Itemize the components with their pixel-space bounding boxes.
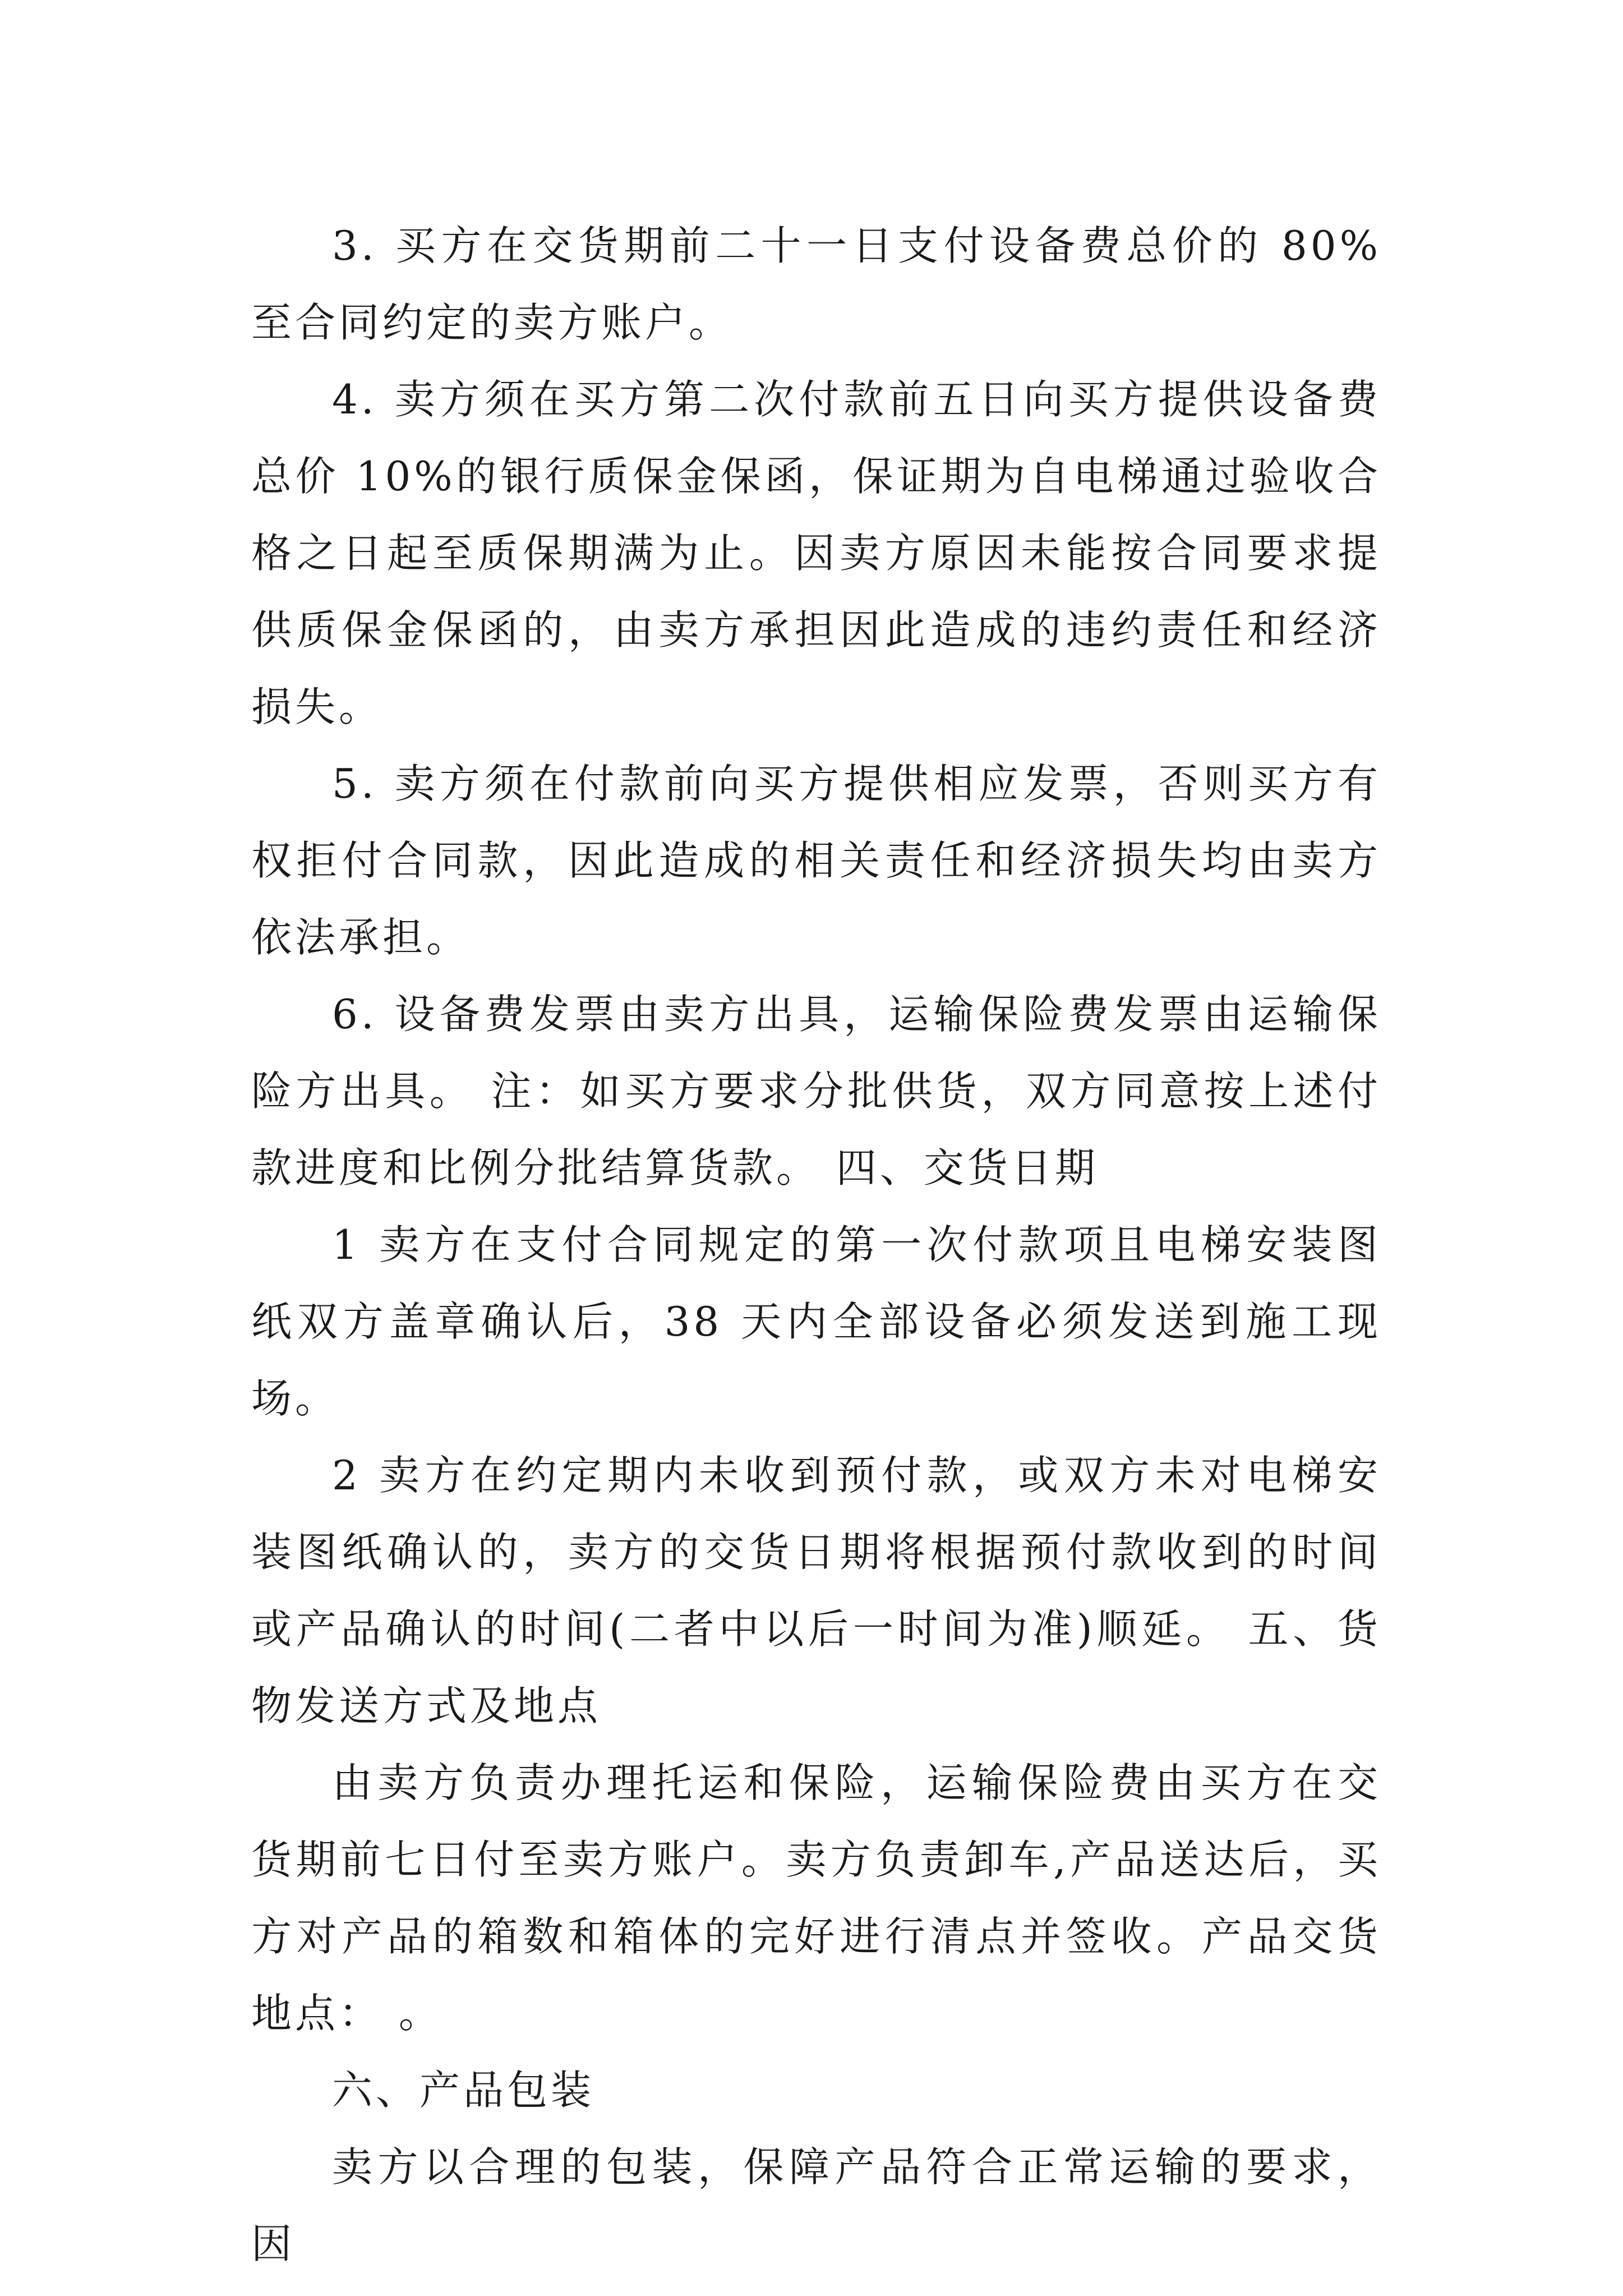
paragraph-shipping: 由卖方负责办理托运和保险，运输保险费由买方在交货期前七日付至卖方账户。卖方负责卸车,产品送达后，买方对产品的箱数和箱体的完好进行清点并签收。产品交货地点： 。 [251,1759,1381,2037]
paragraph-delivery-2: 2 卖方在约定期内未收到预付款，或双方未对电梯安装图纸确认的，卖方的交货日期将根据预付款收到的时间或产品确认的时间(二者中以后一时间为准)顺延。 五、货物发送方式及地点 [251,1452,1381,1729]
paragraph-packaging: 卖方以合理的包装，保障产品符合正常运输的要求，因 [251,2143,1381,2267]
paragraph-payment-5: 5. 卖方须在付款前向买方提供相应发票，否则买方有权拒付合同款，因此造成的相关责任和经济损失均由卖方依法承担。 [251,760,1381,961]
contract-body [251,208,1381,2283]
paragraph-payment-6: 6. 设备费发票由卖方出具，运输保险费发票由运输保险方出具。 注：如买方要求分批供货，双方同意按上述付款进度和比例分批结算货款。 四、交货日期 [251,991,1381,1191]
paragraph-payment-4: 4. 卖方须在买方第二次付款前五日向买方提供设备费总价 10%的银行质保金保函，保证期为自电梯通过验收合格之日起至质保期满为止。因卖方原因未能按合同要求提供质保金保函的，由卖方承担因此造成的违约责任和经济损失。 [251,376,1381,730]
section-heading-packaging: 六、产品包装 [332,2067,595,2114]
paragraph-delivery-1: 1 卖方在支付合同规定的第一次付款项且电梯安装图纸双方盖章确认后，38 天内全部设备必须发送到施工现场。 [251,1221,1381,1422]
paragraph-payment-3: 3. 买方在交货期前二十一日支付设备费总价的 80%至合同约定的卖方账户。 [251,222,1381,346]
